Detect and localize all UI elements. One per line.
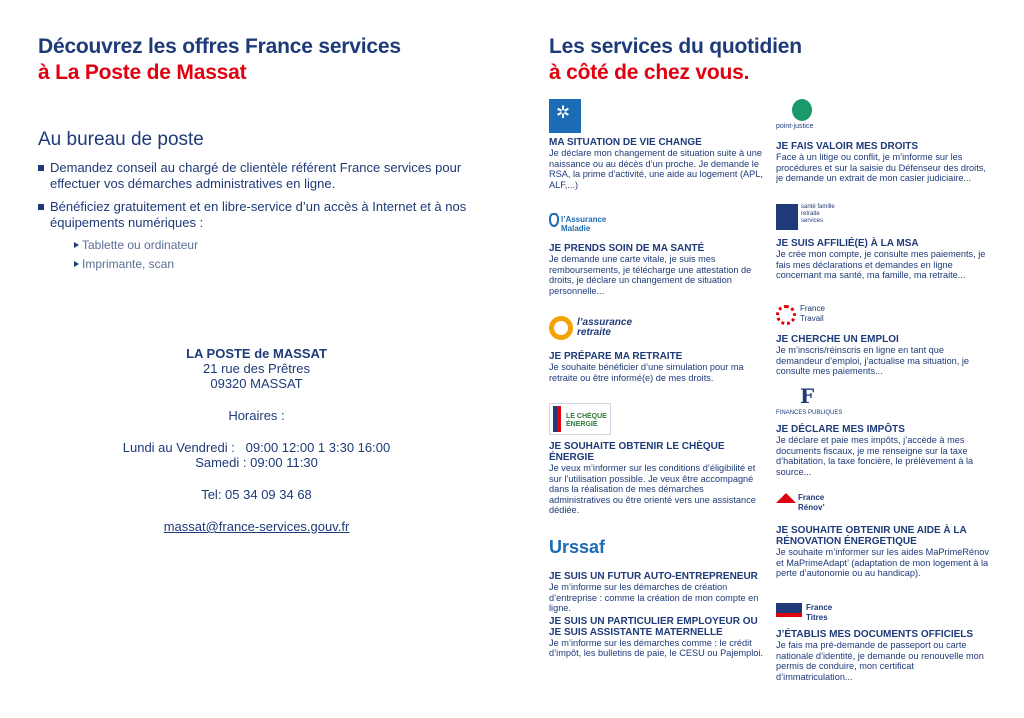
left-page-title	[38, 34, 401, 86]
service-title: JE FAIS VALOIR MES DROITS	[776, 141, 919, 152]
service-text: Je m’inscris/réinscris en ligne en tant que demandeur d’emploi, j’actualise ma situation, je consulte mes paiements...	[776, 345, 970, 377]
point-justice-logo: point-justice	[776, 99, 991, 137]
service-assurance-maladie	[549, 213, 764, 296]
service-text: Je m’informe sur les démarches de création d’entreprise : comme la création de mon compte en ligne.	[549, 582, 759, 614]
address-block	[38, 346, 475, 534]
bullet-conseil: Demandez conseil au chargé de clientèle référent France services pour effectuer vos démarches administratives en ligne.	[38, 160, 488, 192]
bullet-internet	[38, 199, 488, 274]
service-title-2: JE SUIS UN PARTICULIER EMPLOYEUR OU JE SUIS ASSISTANTE MATERNELLE	[549, 615, 758, 638]
service-title: JE SUIS UN FUTUR AUTO-ENTREPRENEUR	[549, 571, 758, 582]
service-france-titres	[776, 601, 991, 682]
service-point-justice	[776, 99, 991, 184]
service-caf	[549, 99, 764, 190]
service-msa	[776, 204, 991, 281]
urssaf-logo: Urssaf	[549, 537, 606, 557]
service-text: Je veux m’informer sur les conditions d’éligibilité et sur l’utilisation possible. Je veux être accompagné dans la réalisation de mes démarches administratives ou être orienté vers une assistance dédiée.	[549, 463, 756, 516]
bullet-internet-text: Bénéficiez gratuitement et en libre-service d’un accès à Internet et à nos équipements numériques :	[50, 199, 467, 230]
hours-weekday: Lundi au Vendredi : 09:00 12:00 1 3:30 16:00	[122, 440, 391, 455]
service-text: Face à un litige ou conflit, je m’informe sur les procédures et sur la saisie du Défenseur des droits, je demande un extrait de mon casier judiciaire...	[776, 152, 986, 184]
city-address: 09320 MASSAT	[210, 376, 303, 391]
service-text: Je souhaite bénéficier d’une simulation pour ma retraite ou être informé(e) de mes droits.	[549, 362, 744, 383]
service-title: JE CHERCHE UN EMPLOI	[776, 334, 899, 345]
bureau-title: Au bureau de poste	[38, 129, 204, 150]
bureau-bullet-list	[38, 160, 488, 281]
service-text-2: Je m’informe sur les démarches comme : le crédit d’impôt, les bulletins de paie, le CESU ou Pajemploi.	[549, 637, 763, 659]
left-title-line2: à La Poste de Massat	[38, 61, 247, 84]
email-link[interactable]: massat@france-services.gouv.fr	[163, 519, 350, 534]
service-title: JE SOUHAITE OBTENIR UNE AIDE À LA RÉNOVATION ÉNERGETIQUE	[776, 525, 967, 547]
phone-number: Tel: 05 34 09 34 68	[201, 487, 312, 502]
left-title-line1: Découvrez les offres France services	[38, 35, 401, 58]
service-urssaf	[549, 537, 764, 659]
service-retraite	[549, 316, 764, 383]
service-text: Je crée mon compte, je consulte mes paiements, je fais mes déclarations et demandes en ligne concernant ma santé, ma famille, ma retraite...	[776, 249, 986, 281]
service-finances-publiques	[776, 384, 991, 477]
france-travail-logo: France Travail	[776, 303, 991, 330]
sub-bullet-list	[50, 236, 488, 274]
service-title: JE SOUHAITE OBTENIR LE CHÈQUE ÉNERGIE	[549, 441, 725, 463]
assurance-retraite-logo: l’assurance retraite	[549, 316, 764, 347]
service-text: Je souhaite m’informer sur les aides MaPrimeRénov et MaPrimeAdapt’ (adaptation de mon logement à la perte d’autonomie ou au handicap).	[776, 547, 989, 579]
service-cheque-energie	[549, 403, 764, 516]
right-title-line2: à côté de chez vous.	[549, 61, 750, 84]
service-text: Je déclare mon changement de situation suite à une naissance ou au décès d’un proche. Je demande le RSA, la prime d’activité, une aide au logement (APL, ALF,...)	[549, 148, 763, 190]
street-address: 21 rue des Prêtres	[203, 361, 310, 376]
cheque-energie-logo: LE CHÈQUE ÉNERGIE	[549, 403, 764, 437]
msa-logo: santé famille retraite services	[776, 204, 991, 234]
sub-bullet-tablette: Tablette ou ordinateur	[50, 236, 488, 255]
service-text: Je déclare et paie mes impôts, j’accède à mes documents fiscaux, je me renseigne sur la taxe d’habitation, la taxe foncière, le prélèvement à la source...	[776, 435, 974, 477]
finances-publiques-logo: F FINANCES PUBLIQUES	[776, 384, 843, 416]
service-title: JE PRENDS SOIN DE MA SANTÉ	[549, 243, 705, 254]
service-title: JE SUIS AFFILIÉ(E) À LA MSA	[776, 238, 919, 249]
service-france-travail	[776, 303, 991, 377]
caf-logo	[549, 99, 764, 133]
service-france-renov	[776, 491, 991, 579]
france-titres-logo: France Titres	[776, 601, 991, 625]
right-title-line1: Les services du quotidien	[549, 35, 802, 58]
sub-bullet-imprimante: Imprimante, scan	[50, 255, 488, 274]
post-office-name: LA POSTE de MASSAT	[186, 346, 327, 361]
hours-label: Horaires :	[228, 408, 285, 423]
assurance-maladie-logo: l’Assurance Maladie	[549, 213, 764, 239]
service-title: JE PRÉPARE MA RETRAITE	[549, 351, 683, 362]
service-title: J’ÉTABLIS MES DOCUMENTS OFFICIELS	[776, 629, 974, 640]
service-text: Je demande une carte vitale, je suis mes remboursements, je télécharge une attestation de droits, je déclare un changement de situation personnelle...	[549, 254, 752, 296]
hours-saturday: Samedi : 09:00 11:30	[195, 455, 318, 470]
service-title: JE DÉCLARE MES IMPÔTS	[776, 424, 905, 435]
service-title: MA SITUATION DE VIE CHANGE	[549, 137, 702, 148]
right-page-title	[549, 34, 802, 86]
service-text: Je fais ma pré-demande de passeport ou carte nationale d’identité, je demande ou renouvelle mon permis de conduire, mon certificat d’immatriculation...	[776, 640, 984, 682]
france-renov-logo: France Rénov’	[776, 491, 991, 521]
